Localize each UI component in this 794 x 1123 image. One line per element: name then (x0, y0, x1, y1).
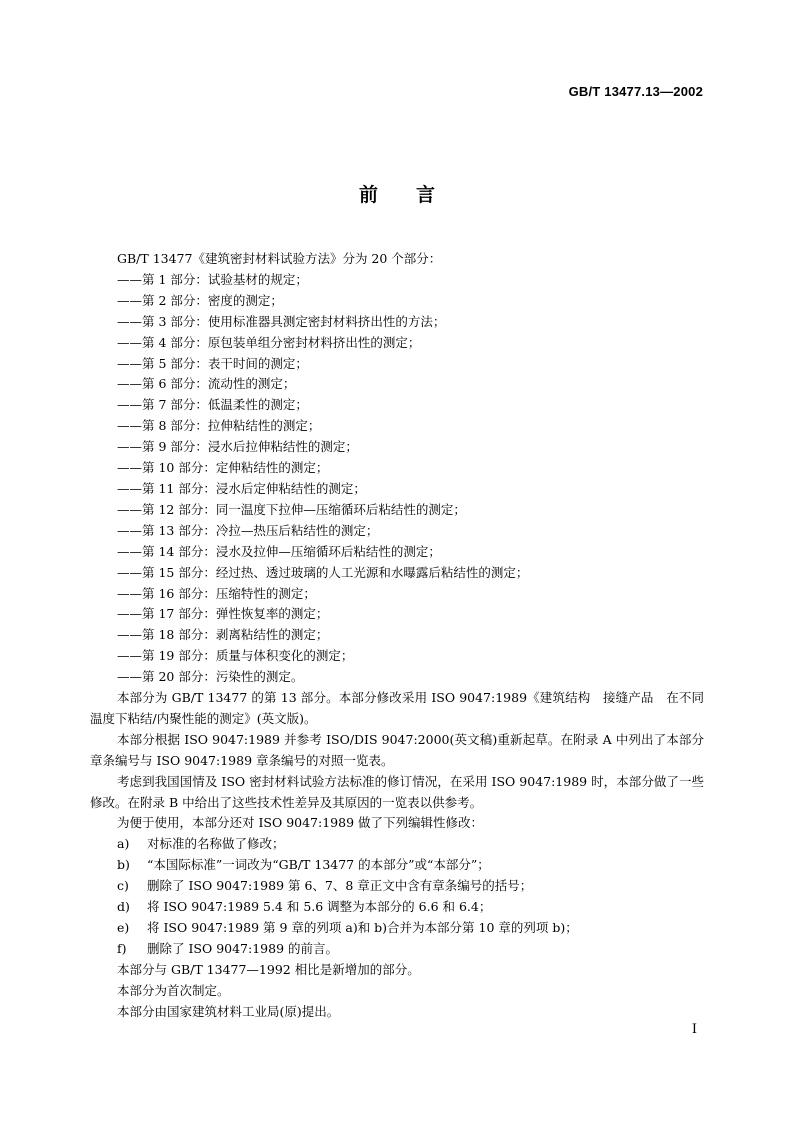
paragraph-adoption: 本部分为 GB/T 13477 的第 13 部分。本部分修改采用 ISO 9047:1989《建筑结构 接缝产品 在不同温度下粘结/内聚性能的测定》(英文版)。 (90, 690, 704, 726)
paragraph-drafting: 本部分根据 ISO 9047:1989 并参考 ISO/DIS 9047:2000(英文稿)重新起草。在附录 A 中列出了本部分章条编号与 ISO 9047:1989 章条编号的对照一览表。 (90, 731, 704, 768)
item-label: b) (117, 857, 130, 873)
title-char-2: 言 (416, 184, 436, 206)
page-title (0, 180, 794, 207)
list-item: ——第 10 部分：定伸粘结性的测定； (117, 460, 329, 476)
list-item: ——第 13 部分：冷拉—热压后粘结性的测定； (117, 522, 379, 538)
item-text: 将 ISO 9047:1989 5.4 和 5.6 调整为本部分的 6.6 和 6.4； (147, 899, 492, 915)
parts-list (90, 270, 704, 688)
list-item: ——第 2 部分：密度的测定； (117, 292, 283, 308)
list-item: ——第 6 部分：流动性的测定； (117, 376, 296, 392)
paragraph-modifications: 考虑到我国国情及 ISO 密封材料试验方法标准的修订情况，在采用 ISO 9047:1989 时，本部分做了一些修改。在附录 B 中给出了这些技术性差异及其原因的一览表以供参考。 (90, 773, 704, 810)
item-text: 删除了 ISO 9047:1989 第 6、7、8 章正文中含有章条编号的括号； (147, 878, 533, 894)
list-item: ——第 15 部分：经过热、透过玻璃的人工光源和水曝露后粘结性的测定； (117, 564, 529, 580)
closing-line: 本部分为首次制定。 (117, 982, 230, 998)
list-item (90, 855, 704, 876)
list-item: ——第 3 部分：使用标准器具测定密封材料挤出性的方法； (117, 313, 446, 329)
list-item: ——第 4 部分：原包装单组分密封材料挤出性的测定； (117, 334, 421, 350)
list-item: ——第 12 部分：同一温度下拉伸—压缩循环后粘结性的测定； (117, 501, 466, 517)
list-item: ——第 8 部分：拉伸粘结性的测定； (117, 418, 321, 434)
title-char-1: 前 (358, 184, 378, 206)
list-item (90, 834, 704, 855)
list-item (90, 918, 704, 939)
list-item: ——第 16 部分：压缩特性的测定； (117, 585, 316, 601)
paragraph-editorial-intro: 为便于使用，本部分还对 ISO 9047:1989 做了下列编辑性修改： (117, 815, 484, 831)
page-number: I (691, 1022, 697, 1037)
item-text: 删除了 ISO 9047:1989 的前言。 (147, 940, 339, 956)
item-label: a) (117, 836, 130, 852)
intro-line: GB/T 13477《建筑密封材料试验方法》分为 20 个部分： (117, 251, 442, 266)
closing-line: 本部分由国家建筑材料工业局(原)提出。 (117, 1003, 340, 1019)
list-item (90, 939, 704, 960)
list-item: ——第 9 部分：浸水后拉伸粘结性的测定； (117, 439, 358, 455)
list-item: ——第 5 部分：表干时间的测定； (117, 355, 308, 371)
item-text: 对标准的名称做了修改； (147, 836, 285, 852)
closing-line: 本部分与 GB/T 13477—1992 相比是新增加的部分。 (117, 961, 420, 977)
list-item (90, 897, 704, 918)
list-item (90, 876, 704, 897)
list-item: ——第 1 部分：试验基材的规定； (117, 271, 308, 287)
list-item: ——第 19 部分：质量与体积变化的测定； (117, 648, 354, 664)
item-text: 将 ISO 9047:1989 第 9 章的列项 a)和 b)合并为本部分第 10 章的列项 b)； (147, 920, 578, 935)
list-item: ——第 7 部分：低温柔性的测定； (117, 397, 308, 413)
standard-code: GB/T 13477.13—2002 (568, 84, 703, 99)
list-item: ——第 17 部分：弹性恢复率的测定； (117, 606, 329, 622)
document-body (90, 249, 704, 1023)
item-text: “本国际标准”一词改为“GB/T 13477 的本部分”或“本部分”； (147, 857, 490, 873)
list-item: ——第 14 部分：浸水及拉伸—压缩循环后粘结性的测定； (117, 543, 441, 559)
item-label: d) (117, 899, 130, 915)
item-label: f) (117, 940, 127, 956)
item-label: c) (117, 878, 129, 894)
list-item: ——第 11 部分：浸水后定伸粘结性的测定； (117, 480, 366, 496)
edits-list (90, 834, 704, 959)
list-item: ——第 20 部分：污染性的测定。 (117, 669, 304, 685)
item-label: e) (117, 920, 130, 935)
list-item: ——第 18 部分：剥离粘结性的测定； (117, 627, 329, 643)
